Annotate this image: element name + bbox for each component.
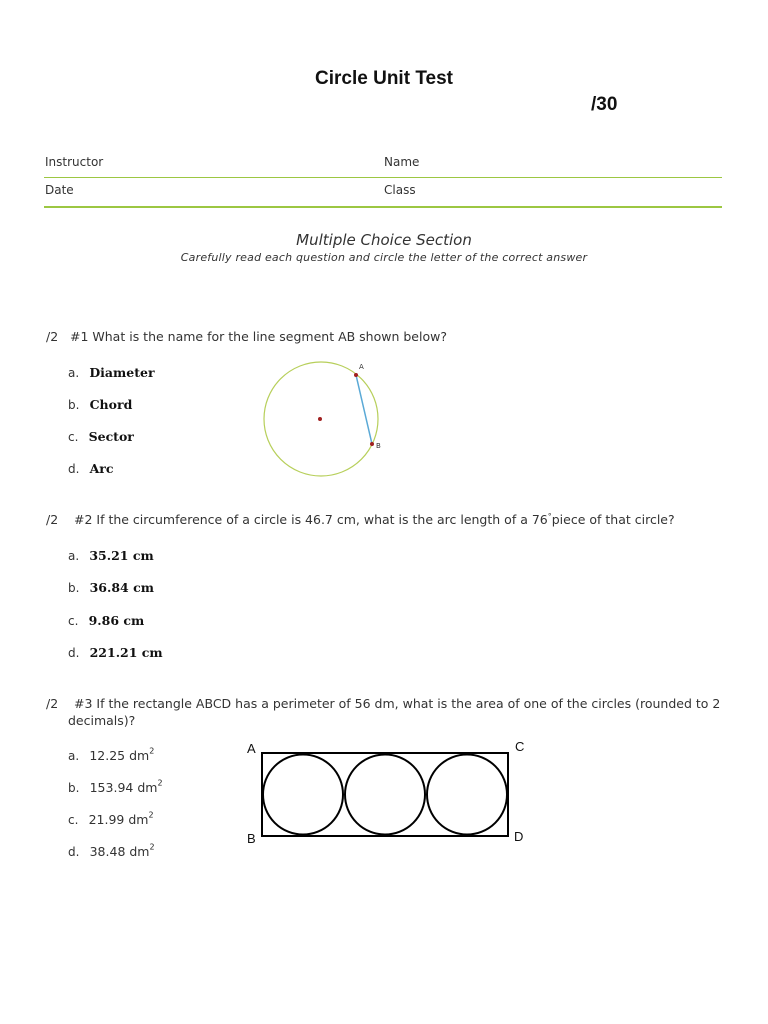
question-1 xyxy=(46,329,447,344)
q2-option-d[interactable] xyxy=(68,642,163,661)
option-letter: a. xyxy=(68,366,80,380)
question-text: #2 If the circumference of a circle is 46.7 cm, what is the arc length of a 76 xyxy=(73,512,548,528)
q2-option-c[interactable] xyxy=(68,610,144,629)
option-letter: c. xyxy=(68,430,79,444)
option-letter: d. xyxy=(68,845,80,859)
option-text: 153.94 dm xyxy=(89,780,158,795)
question-2 xyxy=(46,512,675,527)
point-b-dot xyxy=(370,442,374,446)
unit-exponent: 2 xyxy=(149,746,155,756)
class-label: Class xyxy=(384,183,416,197)
rectangle-abcd xyxy=(262,753,508,836)
question-points: /2 xyxy=(46,512,59,528)
vertex-c-label: C xyxy=(515,739,525,754)
vertex-d-label: D xyxy=(514,829,524,844)
q1-option-c[interactable] xyxy=(68,426,134,445)
vertex-b-label: B xyxy=(247,831,256,846)
q1-option-b[interactable] xyxy=(68,394,132,413)
q3-option-d[interactable] xyxy=(68,841,155,860)
circle-left xyxy=(263,755,343,835)
option-text: 221.21 cm xyxy=(89,645,163,660)
section-instructions: Carefully read each question and circle the letter of the correct answer xyxy=(180,251,588,264)
option-text: Sector xyxy=(88,429,134,444)
q1-option-d[interactable] xyxy=(68,458,114,477)
vertex-a-label: A xyxy=(247,741,256,756)
q2-option-a[interactable] xyxy=(68,545,154,564)
option-text: Diameter xyxy=(89,365,155,380)
option-text: 36.84 cm xyxy=(89,580,154,595)
chord-ab xyxy=(356,375,372,444)
option-letter: b. xyxy=(68,581,80,595)
option-letter: d. xyxy=(68,462,80,476)
degree-symbol: ° xyxy=(547,512,552,521)
point-b-label: B xyxy=(376,442,381,450)
question-text-end: piece of that circle? xyxy=(551,512,675,528)
option-text: Arc xyxy=(89,461,114,476)
option-letter: c. xyxy=(68,614,79,628)
option-text: 38.48 dm xyxy=(89,844,150,859)
page-title: Circle Unit Test xyxy=(315,68,453,89)
unit-exponent: 2 xyxy=(149,842,155,852)
question-3 xyxy=(46,696,720,711)
date-label: Date xyxy=(45,183,74,197)
option-letter: a. xyxy=(68,549,80,563)
section-title: Multiple Choice Section xyxy=(296,231,472,249)
option-text: Chord xyxy=(89,397,133,412)
question-text: #3 If the rectangle ABCD has a perimeter of 56 dm, what is the area of one of the circles (rounded to 2 xyxy=(73,696,721,711)
q2-option-b[interactable] xyxy=(68,577,154,596)
q1-option-a[interactable] xyxy=(68,362,155,381)
option-text: 21.99 dm xyxy=(88,812,149,827)
point-a-label: A xyxy=(359,363,364,371)
option-text: 35.21 cm xyxy=(89,548,154,563)
center-point xyxy=(318,417,322,421)
instructor-label: Instructor xyxy=(45,155,104,169)
name-label: Name xyxy=(384,155,420,169)
circle-chord-figure xyxy=(258,356,388,486)
option-letter: b. xyxy=(68,398,80,412)
unit-exponent: 2 xyxy=(148,810,154,820)
option-text: 9.86 cm xyxy=(88,613,145,628)
option-letter: c. xyxy=(68,813,79,827)
question-3-line2: decimals)? xyxy=(68,713,136,728)
q3-option-b[interactable] xyxy=(68,777,163,796)
option-text: 12.25 dm xyxy=(89,748,150,763)
question-points: /2 xyxy=(46,329,59,344)
option-letter: b. xyxy=(68,781,80,795)
question-text: #1 What is the name for the line segment AB shown below? xyxy=(70,329,447,344)
header-divider xyxy=(44,177,722,178)
q3-option-c[interactable] xyxy=(68,809,154,828)
unit-exponent: 2 xyxy=(157,778,163,788)
header-bottom-divider xyxy=(44,206,722,208)
rectangle-circles-figure xyxy=(240,736,535,848)
option-letter: a. xyxy=(68,749,80,763)
circle-middle xyxy=(345,755,425,835)
point-a-dot xyxy=(354,373,358,377)
question-points: /2 xyxy=(46,696,59,711)
q3-option-a[interactable] xyxy=(68,745,154,764)
option-letter: d. xyxy=(68,646,80,660)
circle-right xyxy=(427,755,507,835)
total-score: /30 xyxy=(591,94,618,115)
